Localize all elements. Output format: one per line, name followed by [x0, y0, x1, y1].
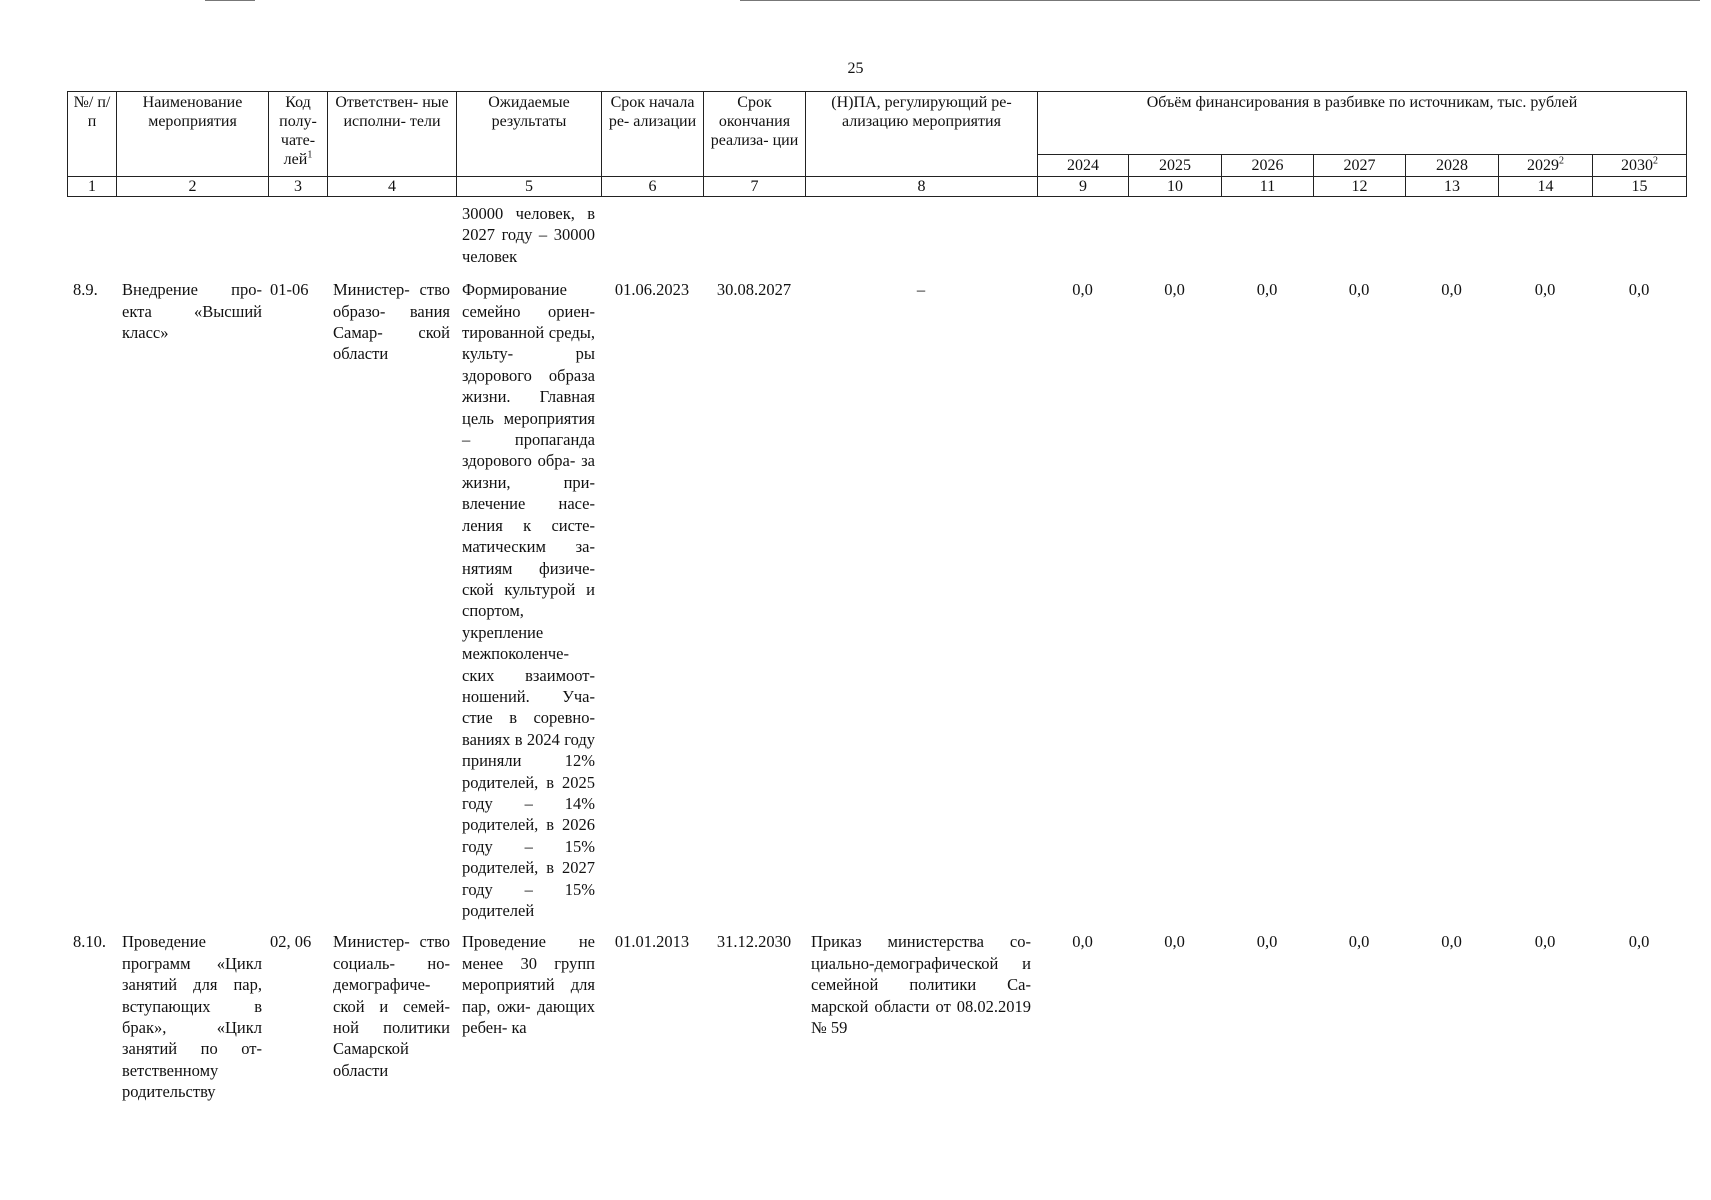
continuation-results: 30000 человек, в 2027 году – 30000 человек [462, 204, 595, 266]
row-npa: Приказ министерства со- циально-демографической и семейной политики Са- марской области от 08.02.2019 № 59 [811, 932, 1031, 1038]
table-row [67, 921, 1686, 1102]
col-number: 14 [1499, 177, 1593, 197]
col-number: 5 [457, 177, 602, 197]
header-npa: (Н)ПА, регулирующий ре- ализацию мероприятия [806, 92, 1038, 177]
col-number: 10 [1129, 177, 1222, 197]
col-number: 3 [269, 177, 328, 197]
row-npa: – [916, 280, 926, 300]
scan-edge-line [205, 0, 255, 1]
table-header [67, 91, 1687, 197]
header-year: 2029$^2$ [1499, 155, 1593, 177]
continuation-row [67, 203, 1686, 267]
col-number: 4 [328, 177, 457, 197]
col-number: 7 [704, 177, 806, 197]
row-amount: 0,0 [1348, 280, 1370, 300]
row-amount: 0,0 [1164, 280, 1185, 300]
col-number: 6 [602, 177, 704, 197]
page-number: 25 [847, 60, 864, 77]
row-amount: 0,0 [1256, 280, 1278, 300]
row-amount: 0,0 [1534, 932, 1556, 952]
header-start: Срок начала ре- ализации [602, 92, 704, 177]
col-number: 2 [117, 177, 269, 197]
col-number: 13 [1406, 177, 1499, 197]
row-amount: 0,0 [1441, 280, 1462, 300]
row-amount: 0,0 [1441, 932, 1462, 952]
header-code: Код полу- чате- лей$^1$ [269, 92, 328, 177]
row-code: 01-06 [270, 280, 309, 300]
row-results: Проведение не менее 30 групп мероприятий для пар, ожи- дающих ребен- ка [462, 932, 595, 1038]
header-results: Ожидаемые результаты [457, 92, 602, 177]
row-end-date: 30.08.2027 [716, 280, 792, 300]
header-financing: Объём финансирования в разбивке по источникам, тыс. рублей [1038, 92, 1687, 155]
col-number: 12 [1314, 177, 1406, 197]
header-year: 2030$^2$ [1593, 155, 1687, 177]
row-amount: 0,0 [1072, 932, 1093, 952]
col-number: 1 [68, 177, 117, 197]
row-amount: 0,0 [1534, 280, 1556, 300]
row-executors: Министер- ство социаль- но- демографиче- ской и семей- ной политики Самарской области [333, 932, 450, 1080]
table-body [67, 203, 1686, 1103]
row-results: Формирование семейно ориен- тированной среды, культу- ры здорового образа жизни. Главная цель мероприятия – пропаганда здорового обра- за жизни, при- влечение насе- ления к систе- матическим за- нятиям физиче- ской культурой и спортом, укрепление межпоколенче- ских взаимоот- ношений. Уча- стие в соревно- ваниях в 2024 году приняли 12% родителей, в 2025 году – 14% родителей, в 2026 году – 15% родителей, в 2027 году – 15% родителей [462, 280, 595, 920]
row-code: 02, 06 [270, 932, 312, 952]
row-amount: 0,0 [1348, 932, 1370, 952]
row-amount: 0,0 [1164, 932, 1185, 952]
header-executors: Ответствен- ные исполни- тели [328, 92, 457, 177]
row-number: 8.9. [73, 280, 98, 300]
row-start-date: 01.01.2013 [614, 932, 690, 952]
row-number: 8.10. [73, 932, 106, 952]
row-amount: 0,0 [1628, 280, 1650, 300]
col-number: 9 [1038, 177, 1129, 197]
row-name: Проведение программ «Цикл занятий для пар, вступающих в брак», «Цикл занятий по от- ветственному родительству [122, 932, 262, 1102]
row-amount: 0,0 [1628, 932, 1650, 952]
header-year: 2026 [1222, 155, 1314, 177]
header-year: 2027 [1314, 155, 1406, 177]
header-year: 2024 [1038, 155, 1129, 177]
row-name: Внедрение про- екта «Высший класс» [122, 280, 262, 343]
col-number: 15 [1593, 177, 1687, 197]
row-amount: 0,0 [1072, 280, 1093, 300]
header-year: 2025 [1129, 155, 1222, 177]
row-amount: 0,0 [1256, 932, 1278, 952]
header-name: Наименование мероприятия [117, 92, 269, 177]
col-number: 11 [1222, 177, 1314, 197]
row-start-date: 01.06.2023 [614, 280, 690, 300]
header-year: 2028 [1406, 155, 1499, 177]
row-end-date: 31.12.2030 [716, 932, 792, 952]
header-num: №/ п/п [68, 92, 117, 177]
column-numbers-row [68, 177, 1687, 197]
col-number: 8 [806, 177, 1038, 197]
header-end: Срок окончания реализа- ции [704, 92, 806, 177]
row-executors: Министер- ство образо- вания Самар- ской области [333, 280, 450, 364]
scan-edge-line [740, 0, 1700, 1]
table-row [67, 267, 1686, 921]
